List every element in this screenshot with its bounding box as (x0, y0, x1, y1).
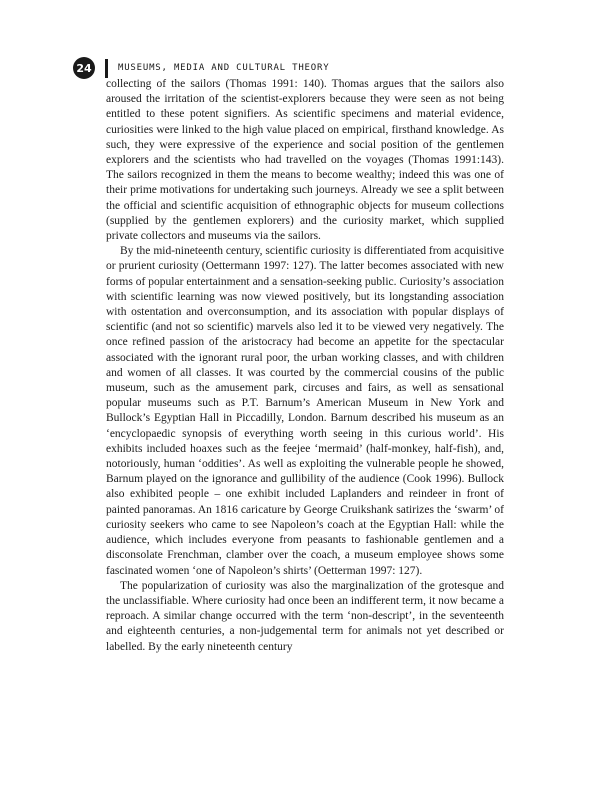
header-divider (105, 59, 108, 78)
paragraph-1: collecting of the sailors (Thomas 1991: 140). Thomas argues that the sailors also aroused the irritation of the scientist-explorers because they were seen as not being entitled to these potent signifiers. As scientific specimens and material evidence, curiosities were linked to the high value placed on empirical, firsthand knowledge. As such, they were expressive of the experience and social position of the gentlemen explorers and the scientists who had travelled on the voyages (Thomas 1991:143). The sailors recognized in them the means to become wealthy; indeed this was one of their prime motivations for undertaking such journeys. Already we see a split between the official and scientific acquisition of ethnographic objects for museum collections (supplied by the gentlemen explorers) and the curiosity market, which supplied private collectors and museums via the sailors. (106, 78, 504, 243)
running-head: MUSEUMS, MEDIA AND CULTURAL THEORY (118, 63, 330, 73)
paragraph-3: The popularization of curiosity was also the marginalization of the grotesque and the unclassifiable. Where curiosity had once been an indifferent term, it now became a reproach. A similar change occurred with the term ‘non-descript’, in the seventeenth and eighteenth centuries, a non-judgemental term for animals not yet described or labelled. By the early nineteenth century (106, 579, 504, 653)
body-text (106, 77, 504, 655)
page-number: 24 (73, 57, 95, 79)
paragraph-2: By the mid-nineteenth century, scientific curiosity is differentiated from acquisitive or prurient curiosity (Oettermann 1997: 127). The latter becomes associated with new forms of popular entertainment and a sensation-seeking public. Curiosity’s association with scientific learning was now viewed positively, but its longstanding association with ostentation and overconsumption, and its association with popular displays of scientific (and not so scientific) marvels also led it to be viewed very negatively. The once refined passion of the aristocracy had become an appetite for the spectacular associated with the ignorant rural poor, the urban working classes, and with children and women of all classes. It was courted by the commercial cousins of the public museum, such as the amusement park, circuses and fairs, as well as sensational popular museums such as P.T. Barnum’s American Museum in New York and Bullock’s Egyptian Hall in Piccadilly, London. Barnum described his museum as an ‘encyclopaedic synopsis of everything worth seeing in this curious world’. His exhibits included hoaxes such as the feejee ‘mermaid’ (half-monkey, half-fish), and, notoriously, human ‘oddities’. As well as exploiting the vulnerable people he showed, Barnum played on the ignorance and gullibility of the audience (Cook 1996). Bullock also exhibited people – one exhibit included Laplanders and reindeer in front of painted panoramas. An 1816 caricature by George Cruikshank satirizes the ‘swarm’ of curiosity seekers who came to see Napoleon’s coach at the Egyptian Hall: while the audience, which includes everyone from peasants to fashionable gentlemen and a disconsolate Frenchman, clamber over the coach, a museum employee shows some fascinated women ‘one of Napoleon’s shirts’ (Oetterman 1997: 127). (106, 245, 504, 577)
